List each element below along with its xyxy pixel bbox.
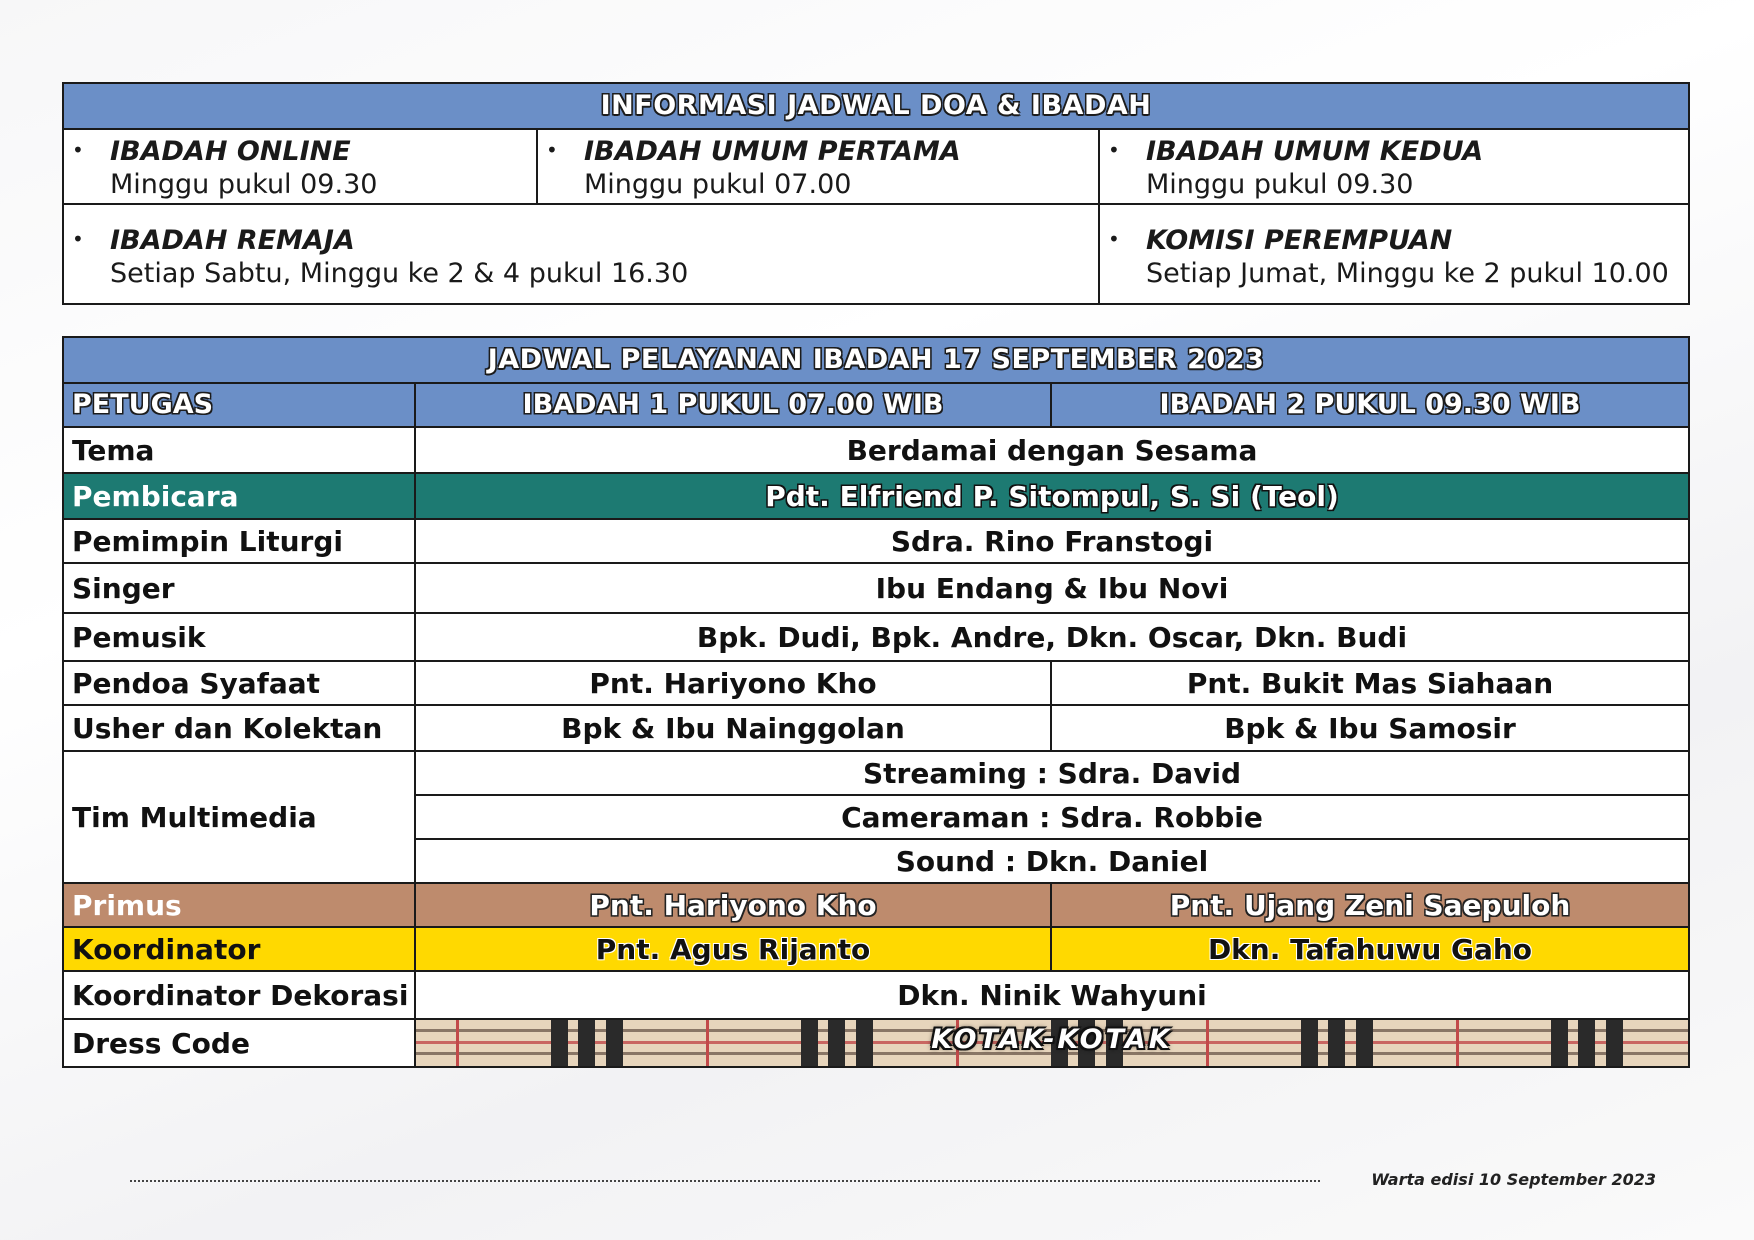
info-title: INFORMASI JADWAL DOA & IBADAH — [63, 83, 1689, 129]
value-sound: Sound : Dkn. Daniel — [415, 839, 1689, 883]
row-label-dress-code: Dress Code — [63, 1019, 415, 1067]
value-dress-code: KOTAK-KOTAK — [931, 1024, 1173, 1055]
table-row — [63, 473, 1689, 519]
table-row — [63, 519, 1689, 563]
value-dekorasi: Dkn. Ninik Wahyuni — [415, 971, 1689, 1019]
value-pembicara: Pdt. Elfriend P. Sitompul, S. Si (Teol) — [415, 473, 1689, 519]
bullet-icon: • — [546, 138, 558, 162]
info-item-time: Minggu pukul 09.30 — [1146, 169, 1414, 200]
value-pemusik: Bpk. Dudi, Bpk. Andre, Dkn. Oscar, Dkn. Budi — [415, 613, 1689, 661]
value-koordinator-ibadah1: Pnt. Agus Rijanto — [415, 927, 1051, 971]
row-label-pembicara: Pembicara — [63, 473, 415, 519]
row-label-dekorasi: Koordinator Dekorasi — [63, 971, 415, 1019]
value-tema: Berdamai dengan Sesama — [415, 427, 1689, 473]
row-label-multimedia: Tim Multimedia — [63, 751, 415, 883]
col-header-ibadah1: IBADAH 1 PUKUL 07.00 WIB — [415, 383, 1051, 427]
row-label-liturgi: Pemimpin Liturgi — [63, 519, 415, 563]
table-row — [63, 971, 1689, 1019]
info-section — [62, 82, 1688, 305]
info-item-komisi-perempuan — [1099, 204, 1689, 304]
info-item-umum-kedua — [1099, 129, 1689, 204]
table-row — [63, 1019, 1689, 1067]
info-item-title: IBADAH UMUM KEDUA — [1146, 136, 1484, 167]
info-item-title: IBADAH REMAJA — [110, 225, 355, 256]
table-row — [63, 751, 1689, 795]
row-label-tema: Tema — [63, 427, 415, 473]
col-header-petugas: PETUGAS — [63, 383, 415, 427]
info-item-time: Setiap Sabtu, Minggu ke 2 & 4 pukul 16.30 — [110, 258, 689, 289]
value-primus-ibadah2: Pnt. Ujang Zeni Saepuloh — [1051, 883, 1689, 927]
row-label-singer: Singer — [63, 563, 415, 613]
info-item-title: KOMISI PEREMPUAN — [1146, 225, 1453, 256]
info-item-umum-pertama — [537, 129, 1099, 204]
bullet-icon: • — [1108, 138, 1120, 162]
value-primus-ibadah1: Pnt. Hariyono Kho — [415, 883, 1051, 927]
row-label-usher: Usher dan Kolektan — [63, 705, 415, 751]
footer-dotted-line — [130, 1178, 1320, 1182]
value-koordinator-ibadah2: Dkn. Tafahuwu Gaho — [1051, 927, 1689, 971]
schedule-title: JADWAL PELAYANAN IBADAH 17 SEPTEMBER 2023 — [63, 337, 1689, 383]
bullet-icon: • — [72, 227, 84, 251]
row-label-pendoa: Pendoa Syafaat — [63, 661, 415, 705]
bullet-icon: • — [1108, 227, 1120, 251]
info-item-title: IBADAH UMUM PERTAMA — [584, 136, 961, 167]
value-pendoa-ibadah2: Pnt. Bukit Mas Siahaan — [1051, 661, 1689, 705]
footer-edition: Warta edisi 10 September 2023 — [1371, 1170, 1656, 1189]
value-pendoa-ibadah1: Pnt. Hariyono Kho — [415, 661, 1051, 705]
info-item-time: Setiap Jumat, Minggu ke 2 pukul 10.00 — [1146, 258, 1669, 289]
plaid-pattern-cell — [415, 1019, 1689, 1067]
table-row — [63, 661, 1689, 705]
table-row — [63, 427, 1689, 473]
info-item-remaja — [63, 204, 1099, 304]
info-item-online — [63, 129, 537, 204]
row-label-koordinator: Koordinator — [63, 927, 415, 971]
table-row — [63, 883, 1689, 927]
schedule-section — [62, 336, 1688, 1068]
table-row — [63, 705, 1689, 751]
table-row — [63, 927, 1689, 971]
bullet-icon: • — [72, 138, 84, 162]
value-streaming: Streaming : Sdra. David — [415, 751, 1689, 795]
info-item-title: IBADAH ONLINE — [110, 136, 351, 167]
value-liturgi: Sdra. Rino Franstogi — [415, 519, 1689, 563]
value-usher-ibadah1: Bpk & Ibu Nainggolan — [415, 705, 1051, 751]
schedule-table — [62, 336, 1690, 1068]
table-row — [63, 563, 1689, 613]
info-item-time: Minggu pukul 09.30 — [110, 169, 378, 200]
info-item-time: Minggu pukul 07.00 — [584, 169, 852, 200]
info-table — [62, 82, 1690, 305]
row-label-primus: Primus — [63, 883, 415, 927]
value-usher-ibadah2: Bpk & Ibu Samosir — [1051, 705, 1689, 751]
value-singer: Ibu Endang & Ibu Novi — [415, 563, 1689, 613]
table-row — [63, 613, 1689, 661]
row-label-pemusik: Pemusik — [63, 613, 415, 661]
value-cameraman: Cameraman : Sdra. Robbie — [415, 795, 1689, 839]
col-header-ibadah2: IBADAH 2 PUKUL 09.30 WIB — [1051, 383, 1689, 427]
